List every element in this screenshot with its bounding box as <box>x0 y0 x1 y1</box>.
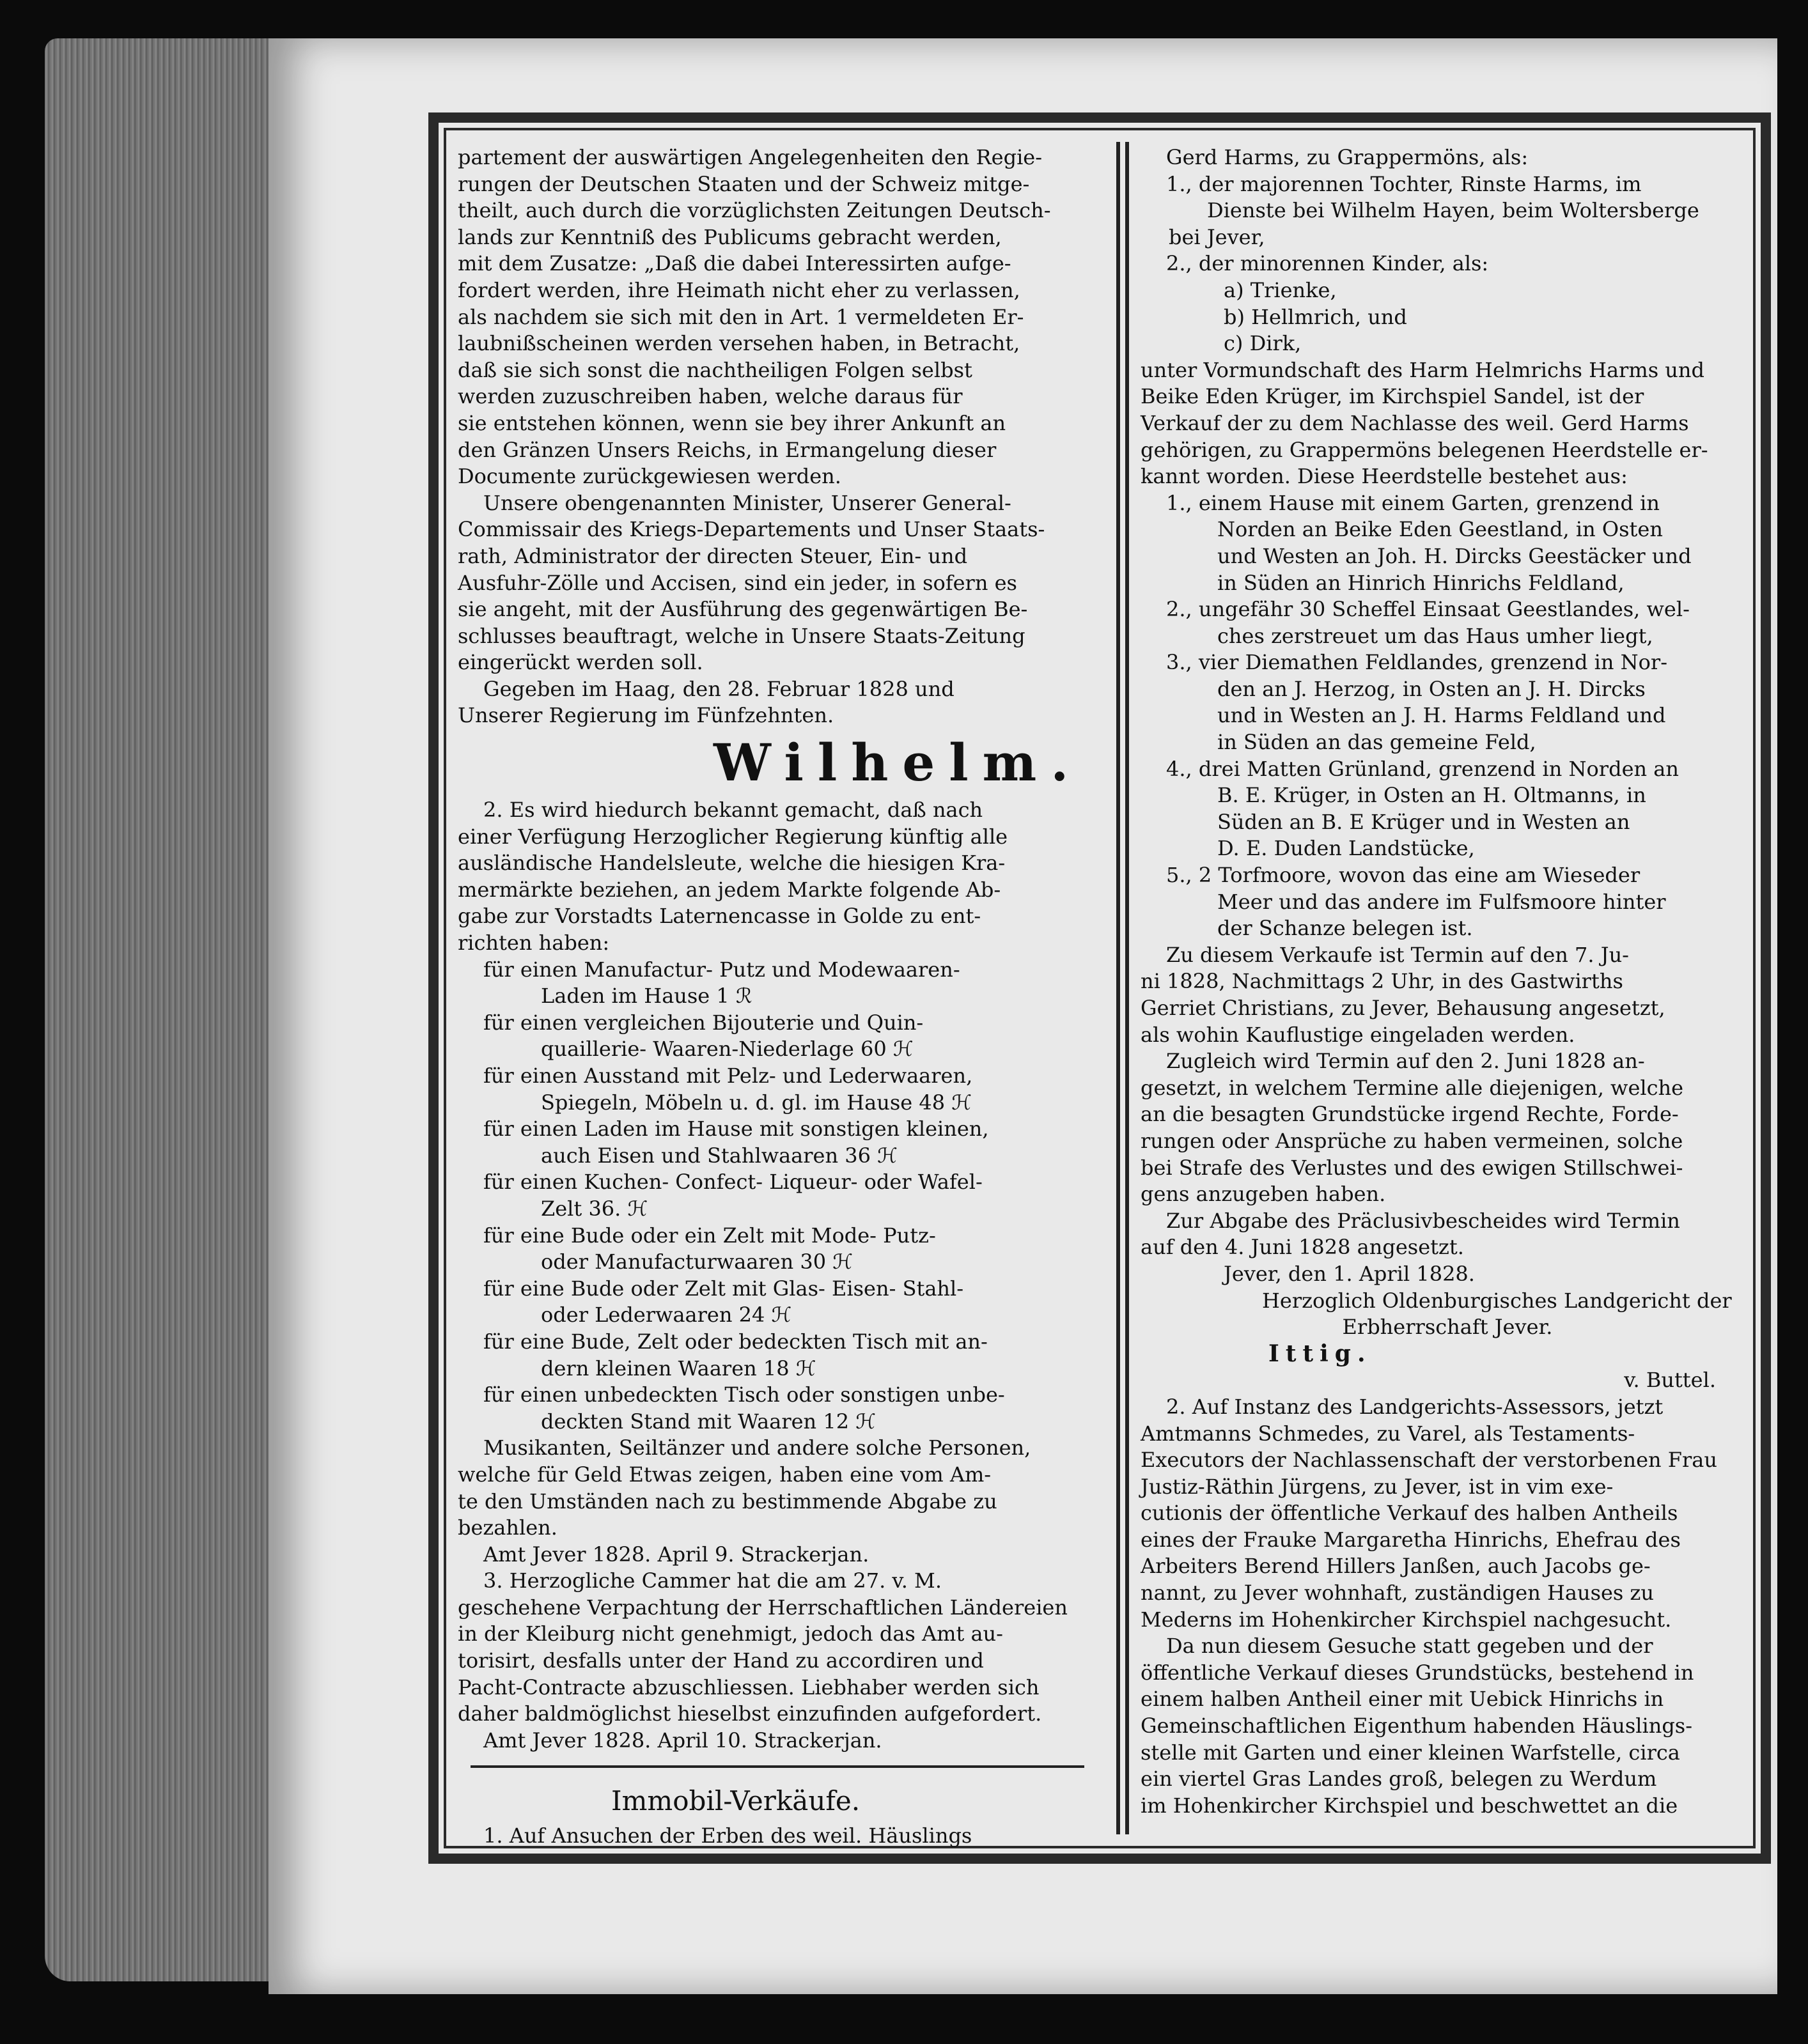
text-line: geschehene Verpachtung der Herrschaftlichen Ländereien <box>458 1595 1068 1620</box>
signature-ittig: Ittig. <box>1268 1340 1372 1367</box>
text-line: bezahlen. <box>458 1515 557 1540</box>
text-line: unter Vormundschaft des Harm Helmrichs Harms und <box>1141 357 1704 382</box>
text-line: auf den 4. Juni 1828 angesetzt. <box>1141 1235 1464 1260</box>
text-line: bei Strafe des Verlustes und des ewigen Stillschwei- <box>1141 1155 1683 1180</box>
text-line: 2., ungefähr 30 Scheffel Einsaat Geestlandes, wel- <box>1166 597 1690 622</box>
text-line: 2. Es wird hiedurch bekannt gemacht, daß nach <box>483 798 983 823</box>
text-line: gesetzt, in welchem Termine alle diejenigen, welche <box>1141 1075 1684 1100</box>
text-line: rath, Administrator der directen Steuer, Ein- und <box>458 543 968 568</box>
fee-line: auch Eisen und Stahlwaaren 36 ℋ <box>541 1143 898 1168</box>
column-rule-right <box>1125 142 1129 1834</box>
text-line: fordert werden, ihre Heimath nicht eher zu verlassen, <box>458 277 1020 302</box>
text-line: Mederns im Hohenkircher Kirchspiel nachgesucht. <box>1141 1607 1672 1632</box>
text-line: gens anzugeben haben. <box>1141 1182 1386 1207</box>
text-line: Meer und das andere im Fulfsmoore hinter <box>1217 889 1666 914</box>
text-line: Musikanten, Seiltänzer und andere solche Personen, <box>483 1436 1031 1460</box>
text-line: Justiz-Räthin Jürgens, zu Jever, ist in vim exe- <box>1141 1474 1614 1499</box>
text-line: schlusses beauftragt, welche in Unsere Staats-Zeitung <box>458 623 1025 648</box>
text-frame <box>428 112 1771 1864</box>
text-line: D. E. Duden Landstücke, <box>1217 836 1475 861</box>
text-line: Da nun diesem Gesuche statt gegeben und der <box>1166 1634 1653 1659</box>
text-line: 2. Auf Instanz des Landgerichts-Assessors, jetzt <box>1166 1394 1664 1419</box>
text-line: cutionis der öffentliche Verkauf des halben Antheils <box>1141 1501 1678 1526</box>
text-line: den an J. Herzog, in Osten an J. H. Dircks <box>1217 676 1646 701</box>
text-line: Arbeiters Berend Hillers Janßen, auch Jacobs ge- <box>1141 1554 1651 1579</box>
text-line: Gemeinschaftlichen Eigenthum habenden Häuslings- <box>1141 1714 1693 1738</box>
text-line: B. E. Krüger, in Osten an H. Oltmanns, in <box>1217 783 1646 808</box>
text-line: Amt Jever 1828. April 9. Strackerjan. <box>483 1542 869 1567</box>
text-line: mermärkte beziehen, an jedem Markte folgende Ab- <box>458 877 1001 902</box>
fee-line: Laden im Hause 1 ℛ <box>541 984 752 1009</box>
text-line: öffentliche Verkauf dieses Grundstücks, bestehend in <box>1141 1660 1694 1685</box>
text-line: welche für Geld Etwas zeigen, haben eine vom Am- <box>458 1462 992 1487</box>
text-line: Gegeben im Haag, den 28. Februar 1828 und <box>483 676 955 701</box>
text-line: 3., vier Diemathen Feldlandes, grenzend in Nor- <box>1166 650 1668 675</box>
text-line: c) Dirk, <box>1224 331 1302 356</box>
text-line: Amtmanns Schmedes, zu Varel, als Testaments- <box>1141 1421 1635 1446</box>
text-line: ches zerstreuet um das Haus umher liegt, <box>1217 623 1653 648</box>
text-line: Beike Eden Krüger, im Kirchspiel Sandel, ist der <box>1141 384 1644 409</box>
fee-line: Spiegeln, Möbeln u. d. gl. im Hause 48 ℋ <box>541 1090 972 1115</box>
text-line: laubnißscheinen werden versehen haben, in Betracht, <box>458 331 1020 356</box>
text-line: 3. Herzogliche Cammer hat die am 27. v. M. <box>483 1568 942 1593</box>
fee-line: deckten Stand mit Waaren 12 ℋ <box>541 1409 876 1434</box>
text-line: torisirt, desfalls unter der Hand zu accordiren und <box>458 1648 984 1673</box>
text-line: nannt, zu Jever wohnhaft, zuständigen Hauses zu <box>1141 1581 1654 1606</box>
text-line: eines der Frauke Margaretha Hinrichs, Ehefrau des <box>1141 1527 1681 1552</box>
text-line: Norden an Beike Eden Geestland, in Osten <box>1217 517 1663 542</box>
text-line: 5., 2 Torfmoore, wovon das eine am Wieseder <box>1166 863 1640 888</box>
text-line: daß sie sich sonst die nachtheiligen Folgen selbst <box>458 357 972 382</box>
text-line: rungen der Deutschen Staaten und der Schweiz mitge- <box>458 171 1030 196</box>
text-line: ausländische Handelsleute, welche die hiesigen Kra- <box>458 851 1006 876</box>
fee-line: Zelt 36. ℋ <box>541 1196 648 1221</box>
fee-line: quaillerie- Waaren-Niederlage 60 ℋ <box>541 1037 914 1062</box>
text-line: bei Jever, <box>1169 224 1265 249</box>
fee-line: dern kleinen Waaren 18 ℋ <box>541 1356 816 1381</box>
text-line: sie entstehen können, wenn sie bey ihrer Ankunft an <box>458 410 1006 435</box>
signature-buttel: v. Buttel. <box>1624 1368 1716 1393</box>
text-line: Unserer Regierung im Fünfzehnten. <box>458 703 834 728</box>
section-divider <box>471 1765 1084 1768</box>
text-line: werden zuzuschreiben haben, welche daraus für <box>458 384 963 409</box>
text-line: Pacht-Contracte abzuschliessen. Liebhaber werden sich <box>458 1675 1040 1699</box>
text-line: mit dem Zusatze: „Daß die dabei Interessirten aufge- <box>458 251 1011 276</box>
text-line: einem halben Antheil einer mit Uebick Hinrichs in <box>1141 1687 1664 1712</box>
text-line: und Westen an Joh. H. Dircks Geestäcker und <box>1217 543 1692 568</box>
text-line: ein viertel Gras Landes groß, belegen zu Werdum <box>1141 1767 1657 1792</box>
text-line: Zu diesem Verkaufe ist Termin auf den 7. Ju- <box>1166 942 1629 967</box>
text-line: kannt worden. Diese Heerdstelle bestehet aus: <box>1141 464 1628 489</box>
column-rule-left <box>1116 142 1120 1834</box>
text-line: Documente zurückgewiesen werden. <box>458 464 841 489</box>
text-line: daher baldmöglichst hieselbst einzufinden aufgefordert. <box>458 1701 1042 1726</box>
text-line: als wohin Kauflustige eingeladen werden. <box>1141 1022 1575 1047</box>
text-line: Dienste bei Wilhelm Hayen, beim Woltersberge <box>1207 198 1699 223</box>
text-line: 1. Auf Ansuchen der Erben des weil. Häuslings <box>483 1823 972 1848</box>
text-line: an die besagten Grundstücke irgend Rechte, Forde- <box>1141 1102 1679 1127</box>
text-line: Unsere obengenannten Minister, Unserer General- <box>483 490 1011 515</box>
text-line: lands zur Kenntniß des Publicums gebracht werden, <box>458 224 1002 249</box>
text-line: Jever, den 1. April 1828. <box>1224 1261 1475 1286</box>
text-line: Gerd Harms, zu Grappermöns, als: <box>1166 145 1529 169</box>
fee-line: für eine Bude oder Zelt mit Glas- Eisen- Stahl- <box>483 1276 964 1301</box>
text-line: rungen oder Ansprüche zu haben vermeinen, solche <box>1141 1128 1683 1153</box>
section-heading: Immobil-Verkäufe. <box>611 1785 861 1817</box>
text-line: Executors der Nachlassenschaft der verstorbenen Frau <box>1141 1448 1717 1473</box>
text-line: Ausfuhr-Zölle und Accisen, sind ein jeder, in sofern es <box>458 570 1017 595</box>
text-line: stelle mit Garten und einer kleinen Warfstelle, circa <box>1141 1740 1680 1765</box>
right-column <box>1141 144 1754 1819</box>
fee-line: für einen Manufactur- Putz und Modewaaren- <box>483 957 960 982</box>
text-line: 4., drei Matten Grünland, grenzend in Norden an <box>1166 756 1679 781</box>
fee-line: für einen Ausstand mit Pelz- und Lederwaaren, <box>483 1064 973 1088</box>
text-line: in Süden an Hinrich Hinrichs Feldland, <box>1217 570 1625 595</box>
fee-line: für einen Laden im Hause mit sonstigen kleinen, <box>483 1117 989 1142</box>
left-column <box>458 144 1097 1850</box>
text-line: sie angeht, mit der Ausführung des gegenwärtigen Be- <box>458 597 1028 622</box>
signature-wilhelm: Wilhelm. <box>713 732 1083 793</box>
fee-line: für einen vergleichen Bijouterie und Quin- <box>483 1010 924 1035</box>
text-line: partement der auswärtigen Angelegenheiten den Regie- <box>458 145 1043 169</box>
text-line: Amt Jever 1828. April 10. Strackerjan. <box>483 1728 882 1753</box>
text-line: b) Hellmrich, und <box>1224 304 1407 329</box>
fee-line: oder Manufacturwaaren 30 ℋ <box>541 1250 853 1274</box>
text-line: 2., der minorennen Kinder, als: <box>1166 251 1489 276</box>
fee-line: für einen Kuchen- Confect- Liqueur- oder Wafel- <box>483 1170 983 1195</box>
fee-line: für eine Bude oder ein Zelt mit Mode- Putz- <box>483 1223 936 1248</box>
text-line: Süden an B. E Krüger und in Westen an <box>1217 809 1630 834</box>
text-line: Zugleich wird Termin auf den 2. Juni 1828 an- <box>1166 1049 1645 1074</box>
text-line: gabe zur Vorstadts Laternencasse in Golde zu ent- <box>458 904 981 929</box>
text-line: 1., einem Hause mit einem Garten, grenzend in <box>1166 490 1660 515</box>
text-line: einer Verfügung Herzoglicher Regierung künftig alle <box>458 824 1008 849</box>
text-line: theilt, auch durch die vorzüglichsten Zeitungen Deutsch- <box>458 198 1051 223</box>
text-line: in Süden an das gemeine Feld, <box>1217 730 1536 755</box>
text-line: Gerriet Christians, zu Jever, Behausung angesetzt, <box>1141 996 1665 1020</box>
text-line: eingerückt werden soll. <box>458 650 703 675</box>
text-line: der Schanze belegen ist. <box>1217 916 1473 941</box>
text-line: Erbherrschaft Jever. <box>1342 1315 1553 1340</box>
text-line: gehörigen, zu Grappermöns belegenen Heerdstelle er- <box>1141 437 1708 462</box>
text-line: Verkauf der zu dem Nachlasse des weil. Gerd Harms <box>1141 410 1689 435</box>
text-line: Herzoglich Oldenburgisches Landgericht der <box>1262 1288 1732 1313</box>
fee-line: oder Lederwaaren 24 ℋ <box>541 1303 792 1328</box>
text-line: te den Umständen nach zu bestimmende Abgabe zu <box>458 1489 997 1514</box>
fee-line: für eine Bude, Zelt oder bedeckten Tisch mit an- <box>483 1329 988 1354</box>
text-line: 1., der majorennen Tochter, Rinste Harms, im <box>1166 171 1642 196</box>
text-line: und in Westen an J. H. Harms Feldland und <box>1217 703 1666 728</box>
text-line: ni 1828, Nachmittags 2 Uhr, in des Gastwirths <box>1141 969 1623 994</box>
text-line: richten haben: <box>458 931 610 956</box>
text-line: den Gränzen Unsers Reichs, in Ermangelung dieser <box>458 437 997 462</box>
text-line: als nachdem sie sich mit den in Art. 1 vermeldeten Er- <box>458 304 1024 329</box>
text-line: Commissair des Kriegs-Departements und Unser Staats- <box>458 517 1045 542</box>
fee-line: für einen unbedeckten Tisch oder sonstigen unbe- <box>483 1382 1005 1407</box>
text-line: in der Kleiburg nicht genehmigt, jedoch das Amt au- <box>458 1622 1003 1646</box>
book-page-edges <box>45 38 288 1981</box>
text-line: a) Trienke, <box>1224 277 1337 302</box>
text-line: Zur Abgabe des Präclusivbescheides wird Termin <box>1166 1208 1680 1233</box>
text-line: im Hohenkircher Kirchspiel und beschwettet an die <box>1141 1793 1678 1818</box>
